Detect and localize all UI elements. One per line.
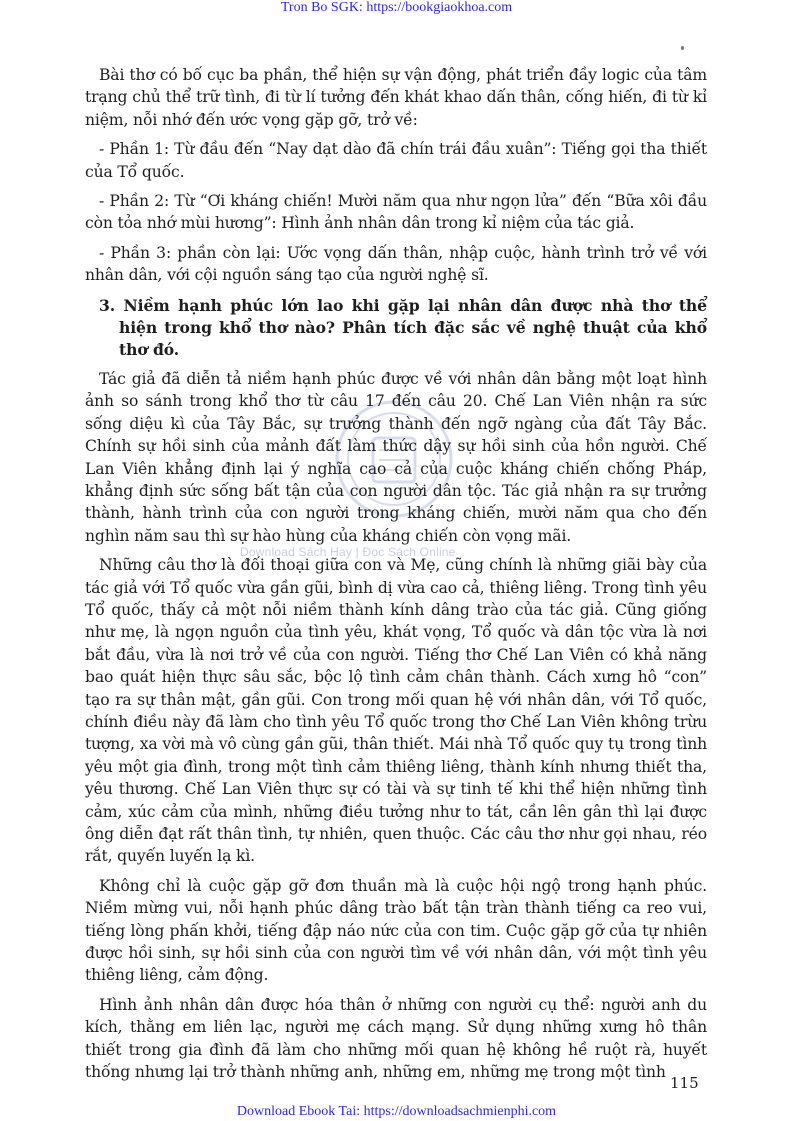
header-link[interactable]: Tron Bo SGK: https://bookgiaokhoa.com [280,0,513,15]
paragraph: Những câu thơ là đối thoại giữa con và Mẹ, cũng chính là những giãi bày của tác giả với Tổ quốc vừa gần gũi, bình dị vừa cao cả, thiêng liêng. Trong tình yêu Tổ quốc, thấy cả một nỗi niềm thành kính dâng trào của tác giả. Cũng giống như mẹ, là ngọn nguồn của tình yêu, khát vọng, Tổ quốc và dân tộc vừa là nơi bắt đầu, vừa là nơi trở về của con người. Tiếng thơ Chế Lan Viên có khả năng bao quát hiện thực sâu sắc, bộc lộ tình cảm chân thành. Cách xưng hô “con” tạo ra sự thân mật, gần gũi. Con trong mối quan hệ với nhân dân, với Tổ quốc, chính điều này đã làm cho tình yêu Tổ quốc trong thơ Chế Lan Viên không trừu tượng, xa vời mà vô cùng gần gũi, thân thiết. Mái nhà Tổ quốc quy tụ trong tình yêu một gia đình, trong một tình cảm thiêng liêng, thành kính nhưng thiết tha, yêu thương. Chế Lan Viên thực sự có tài và sự tinh tế khi thể hiện những tình cảm, xúc cảm của mình, những điều tưởng như to tát, cần lên gân thì lại được ông diễn đạt rất thân tình, tự nhiên, quen thuộc. Các câu thơ như gọi nhau, réo rắt, quyến luyến lạ kì. [85,556,707,866]
outline-part-2: - Phần 2: Từ “Ơi kháng chiến! Mười năm qua như ngọn lửa” đến “Bữa xôi đầu còn tỏa nhớ mùi hương”: Hình ảnh nhân dân trong kỉ niệm của tác giả. [85,192,707,233]
page-number: 115 [670,1074,699,1092]
question-heading: 3. Niềm hạnh phúc lớn lao khi gặp lại nhân dân được nhà thơ thể hiện trong khổ thơ nào? Phân tích đặc sắc về nghệ thuật của khổ thơ đó. [99,295,707,360]
paragraph: Tác giả đã diễn tả niềm hạnh phúc được về với nhân dân bằng một loạt hình ảnh so sánh trong khổ thơ từ câu 17 đến câu 20. Chế Lan Viên nhận ra sức sống diệu kì của Tây Bắc, sự trưởng thành đến ngỡ ngàng của đất Tây Bắc. Chính sự hồi sinh của mảnh đất làm thức dậy sự hồi sinh của hồn người. Chế Lan Viên khẳng định lại ý nghĩa cao cả của cuộc kháng chiến chống Pháp, khẳng định sức sống bất tận của con người dân tộc. Tác giả nhận ra sự trưởng thành, hành trình của con người trong kháng chiến, mười năm qua cho đến nghìn năm sau thì sự hào hùng của kháng chiến còn vọng mãi. [85,369,707,545]
outline-part-3: - Phần 3: phần còn lại: Ước vọng dấn thân, nhập cuộc, hành trình trở về với nhân dân, với cội nguồn sáng tạo của người nghệ sĩ. [85,243,707,285]
speck [681,46,684,50]
paragraph: Hình ảnh nhân dân được hóa thân ở những con người cụ thể: người anh du kích, thằng em liên lạc, người mẹ cách mạng. Sử dụng những xưng hô thân thiết trong gia đình đã làm cho những mối quan hệ không hề ruột rà, huyết thống nhưng lại trở thành những anh, những em, những mẹ trong một tình [85,995,707,1082]
page-body [85,64,707,1083]
paragraph: Bài thơ có bố cục ba phần, thể hiện sự vận động, phát triển đầy logic của tâm trạng chủ thể trữ tình, đi từ lí tưởng đến khát khao dấn thân, cống hiến, đi từ kỉ niệm, nỗi nhớ đến ước vọng gặp gỡ, trở về: [85,66,707,129]
watermark-text: Download Sách Hay | Đọc Sách Online [240,545,456,559]
outline-part-1: - Phần 1: Từ đầu đến “Nay dạt dào đã chín trái đầu xuân”: Tiếng gọi tha thiết của Tổ quốc. [85,140,707,181]
footer-link[interactable]: Download Ebook Tai: https://downloadsachmienphi.com [236,1104,557,1119]
paragraph: Không chỉ là cuộc gặp gỡ đơn thuần mà là cuộc hội ngộ trong hạnh phúc. Niềm mừng vui, nỗi hạnh phúc dâng trào bất tận tràn thành tiếng ca reo vui, tiếng lòng phấn khởi, tiếng đập náo nức của con tim. Cuộc gặp gỡ của tự nhiên được hồi sinh, sự hồi sinh của con người tìm về với nhân dân, với một tình yêu thiêng liêng, cảm động. [85,876,707,985]
